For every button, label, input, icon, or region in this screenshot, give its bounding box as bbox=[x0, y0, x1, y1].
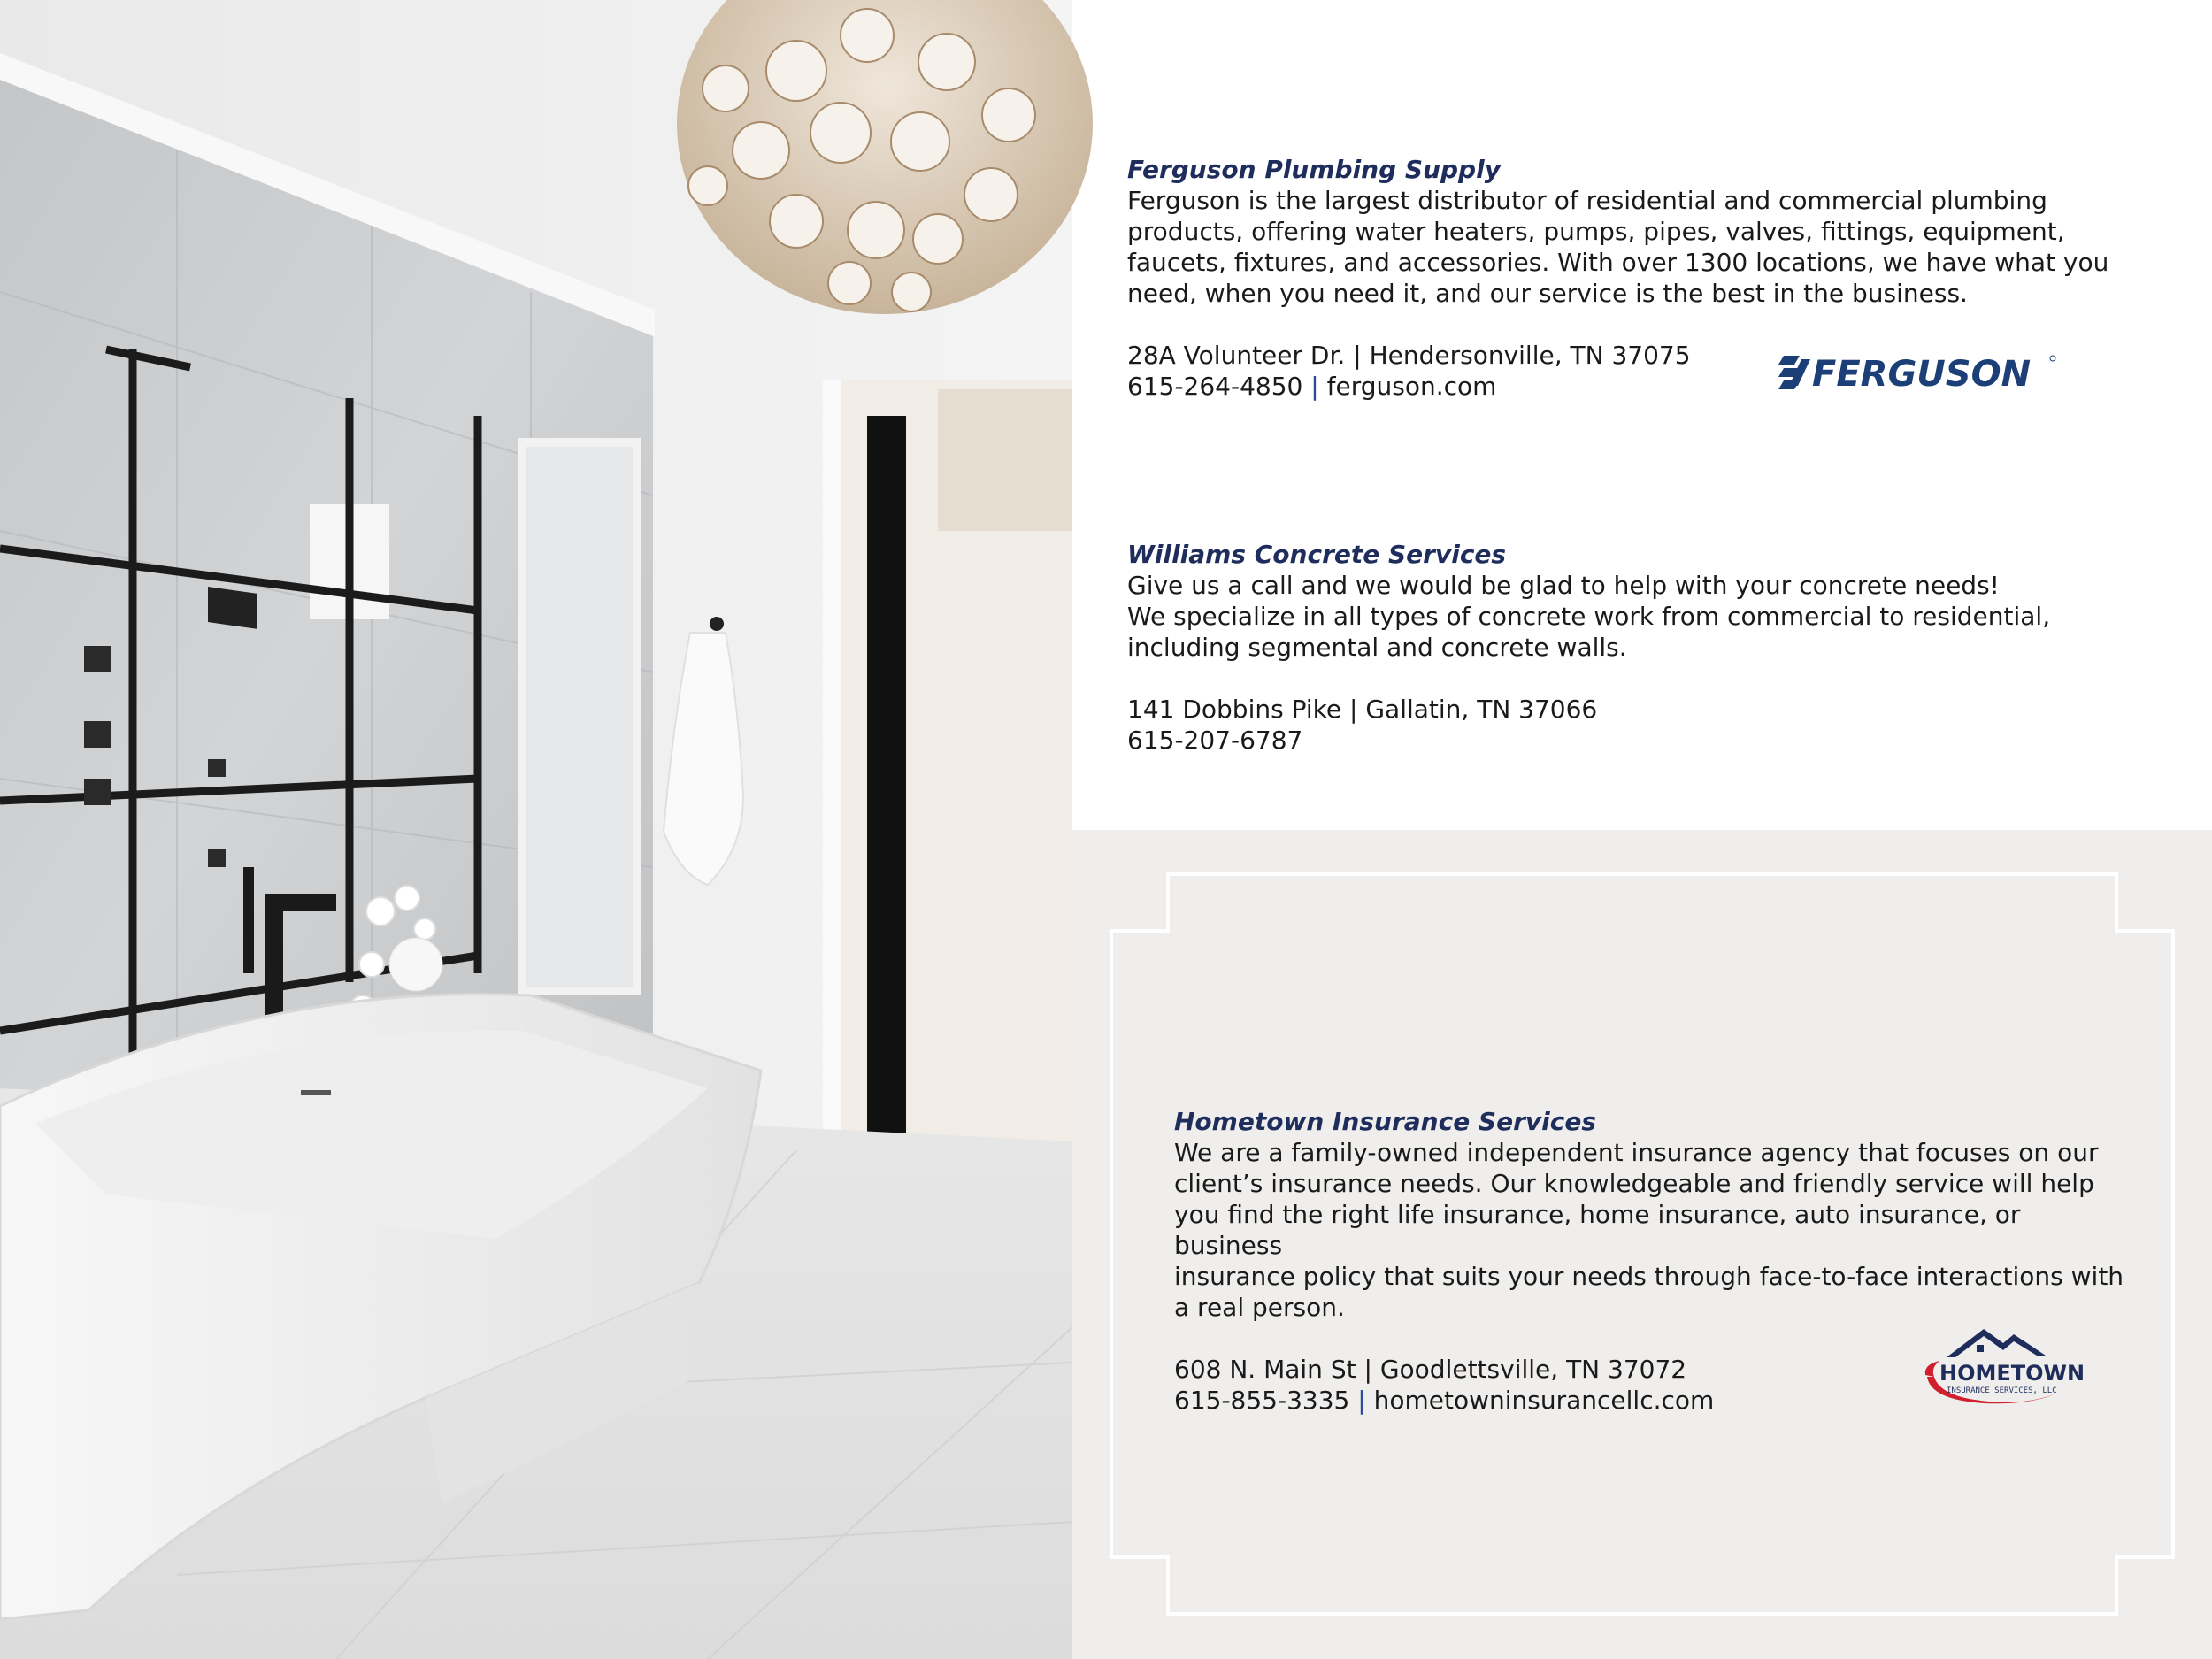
description-line: you find the right life insurance, home insurance, auto insurance, or business bbox=[1174, 1200, 2021, 1260]
separator: | bbox=[1349, 695, 1358, 724]
description-line: insurance policy that suits your needs through face-to-face interactions with bbox=[1174, 1262, 2124, 1291]
street-address: 28A Volunteer Dr. bbox=[1127, 341, 1346, 370]
phone-number[interactable]: 615-855-3335 bbox=[1174, 1386, 1350, 1415]
description-line: including segmental and concrete walls. bbox=[1127, 633, 1627, 662]
city-state-zip: Goodlettsville, TN 37072 bbox=[1379, 1355, 1687, 1384]
separator: | bbox=[1357, 1386, 1366, 1415]
listing-name: Hometown Insurance Services bbox=[1174, 1107, 1596, 1136]
phone-number[interactable]: 615-264-4850 bbox=[1127, 372, 1303, 401]
svg-text:HOMETOWN: HOMETOWN bbox=[1939, 1361, 2085, 1386]
description-line: Ferguson is the largest distributor of residential and commercial plumbing bbox=[1127, 186, 2047, 215]
description-line: products, offering water heaters, pumps, pipes, valves, fittings, equipment, bbox=[1127, 217, 2065, 246]
description-line: a real person. bbox=[1174, 1293, 1345, 1322]
listing-williams bbox=[1127, 539, 2118, 756]
separator: | bbox=[1363, 1355, 1372, 1384]
description-line: We are a family-owned independent insurance agency that focuses on our bbox=[1174, 1138, 2099, 1167]
svg-text:INSURANCE SERVICES, LLC: INSURANCE SERVICES, LLC bbox=[1947, 1386, 2057, 1395]
listing-name: Ferguson Plumbing Supply bbox=[1127, 155, 1501, 184]
svg-text:FERGUSON: FERGUSON bbox=[1812, 354, 2032, 395]
listing-address bbox=[1127, 694, 2118, 725]
listing-description bbox=[1174, 1137, 2130, 1323]
city-state-zip: Hendersonville, TN 37075 bbox=[1369, 341, 1691, 370]
listing-description bbox=[1127, 570, 2118, 663]
description-line: We specialize in all types of concrete work from commercial to residential, bbox=[1127, 602, 2051, 631]
website-link[interactable]: ferguson.com bbox=[1326, 372, 1497, 401]
separator: | bbox=[1353, 341, 1362, 370]
city-state-zip: Gallatin, TN 37066 bbox=[1365, 695, 1598, 724]
separator: | bbox=[1310, 372, 1319, 401]
description-line: faucets, fixtures, and accessories. With over 1300 locations, we have what you bbox=[1127, 248, 2109, 277]
description-line: need, when you need it, and our service is the best in the business. bbox=[1127, 279, 1968, 308]
street-address: 141 Dobbins Pike bbox=[1127, 695, 1342, 724]
listing-contact bbox=[1127, 725, 2118, 756]
street-address: 608 N. Main St bbox=[1174, 1355, 1356, 1384]
bathroom-photo bbox=[0, 0, 1072, 1659]
description-line: Give us a call and we would be glad to help with your concrete needs! bbox=[1127, 571, 2000, 600]
listing-name: Williams Concrete Services bbox=[1127, 540, 1507, 569]
phone-number[interactable]: 615-207-6787 bbox=[1127, 726, 1303, 755]
hometown-insurance-logo bbox=[1922, 1322, 2085, 1410]
website-link[interactable]: hometowninsurancellc.com bbox=[1373, 1386, 1715, 1415]
ferguson-logo bbox=[1775, 352, 2060, 393]
listing-description bbox=[1127, 185, 2118, 309]
description-line: client’s insurance needs. Our knowledgeable and friendly service will help bbox=[1174, 1169, 2094, 1198]
